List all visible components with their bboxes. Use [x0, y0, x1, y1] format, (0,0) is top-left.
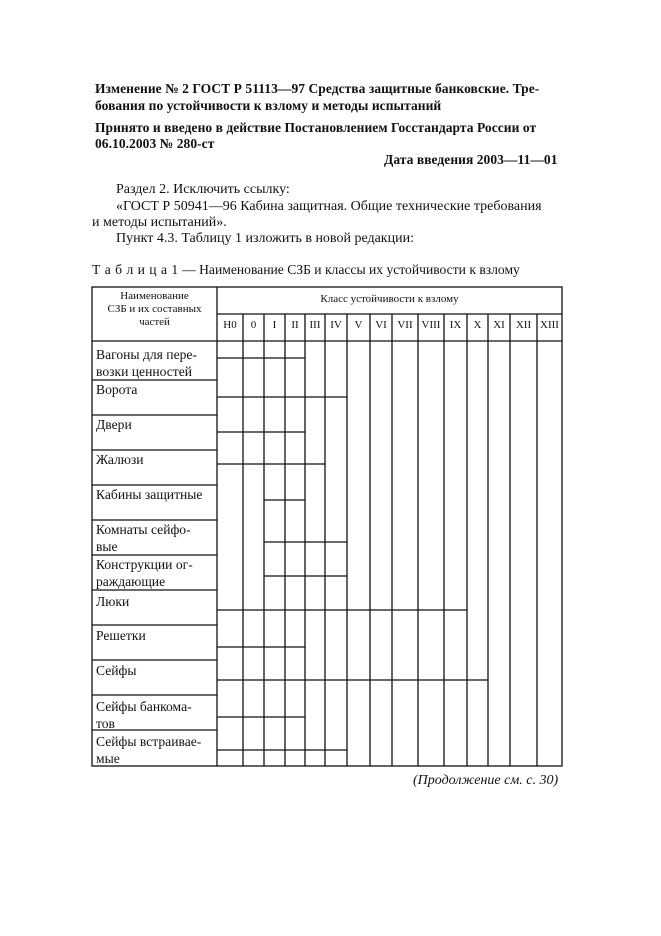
class-label-h0: Н0	[223, 319, 237, 331]
header-class-group: Класс устойчивости к взлому	[320, 293, 459, 305]
effective-date: Дата введения 2003—11—01	[384, 152, 558, 167]
row-label-atm-safes-l2: тов	[96, 716, 115, 731]
class-label-xii: XII	[515, 319, 532, 331]
class-label-xi: XI	[493, 319, 505, 331]
adoption-line1: Принято и введено в действие Постановлением Госстандарта России от	[95, 120, 537, 135]
row-label-atm-safes-l1: Сейфы банкома-	[96, 699, 192, 714]
row-label-wagons	[96, 346, 197, 380]
class-label-iii: III	[309, 319, 321, 331]
amendment-title-line1: Изменение № 2 ГОСТ Р 51113—97 Средства защитные банковские. Тре-	[95, 81, 540, 96]
class-label-vi: VI	[375, 319, 387, 331]
header-name-column	[92, 290, 217, 329]
row-label-atm-safes	[96, 698, 192, 732]
row-label-wagons-l2: возки ценностей	[96, 364, 193, 379]
header-name-line3: частей	[139, 316, 170, 328]
table-caption-prefix: Т а б л и ц а 1	[92, 262, 179, 277]
row-label-safes: Сейфы	[96, 663, 137, 678]
class-label-x: X	[473, 319, 482, 331]
class-label-iv: IV	[330, 319, 342, 331]
row-label-safe-rooms-l2: вые	[96, 539, 118, 554]
paragraph-ref-line2: и методы испытаний».	[92, 215, 227, 230]
class-label-xiii: XIII	[540, 319, 559, 331]
class-label-i: I	[272, 319, 277, 331]
row-label-built-in-safes	[96, 733, 201, 767]
class-label-0: 0	[250, 319, 257, 331]
row-label-built-in-safes-l1: Сейфы встраивае-	[96, 734, 202, 749]
row-label-gates: Ворота	[96, 382, 138, 397]
class-label-vii: VII	[397, 319, 413, 331]
header-name-line2: СЗБ и их составных	[107, 303, 202, 315]
row-label-built-in-safes-l2: мые	[96, 751, 120, 766]
row-label-hatches: Люки	[96, 594, 130, 609]
row-label-booths: Кабины защитные	[96, 487, 203, 502]
class-label-viii: VIII	[421, 319, 441, 331]
adoption-line2: 06.10.2003 № 280-ст	[95, 136, 215, 151]
header-name-line1: Наименование	[120, 290, 189, 302]
row-label-safe-rooms	[96, 521, 191, 555]
amendment-title-line2: бования по устойчивости к взлому и методы испытаний	[95, 98, 442, 113]
row-label-barriers	[96, 556, 193, 590]
row-label-barriers-l1: Конструкции ог-	[96, 557, 193, 572]
row-label-grilles: Решетки	[96, 628, 146, 643]
continuation-note: (Продолжение см. с. 30)	[413, 773, 559, 788]
class-label-ix: IX	[449, 319, 462, 331]
row-label-doors: Двери	[96, 417, 132, 432]
paragraph-item43: Пункт 4.3. Таблицу 1 изложить в новой редакции:	[116, 231, 414, 246]
row-label-safe-rooms-l1: Комнаты сейфо-	[96, 522, 191, 537]
paragraph-ref-line1: «ГОСТ Р 50941—96 Кабина защитная. Общие технические требования	[116, 199, 542, 214]
class-label-ii: II	[291, 319, 299, 331]
row-label-wagons-l1: Вагоны для пере-	[96, 347, 197, 362]
table-caption-text: — Наименование СЗБ и классы их устойчивости к взлому	[178, 262, 520, 277]
row-label-shutters: Жалюзи	[96, 452, 144, 467]
class-label-v: V	[354, 319, 363, 331]
row-label-barriers-l2: раждающие	[96, 574, 166, 589]
paragraph-section2: Раздел 2. Исключить ссылку:	[116, 182, 290, 197]
